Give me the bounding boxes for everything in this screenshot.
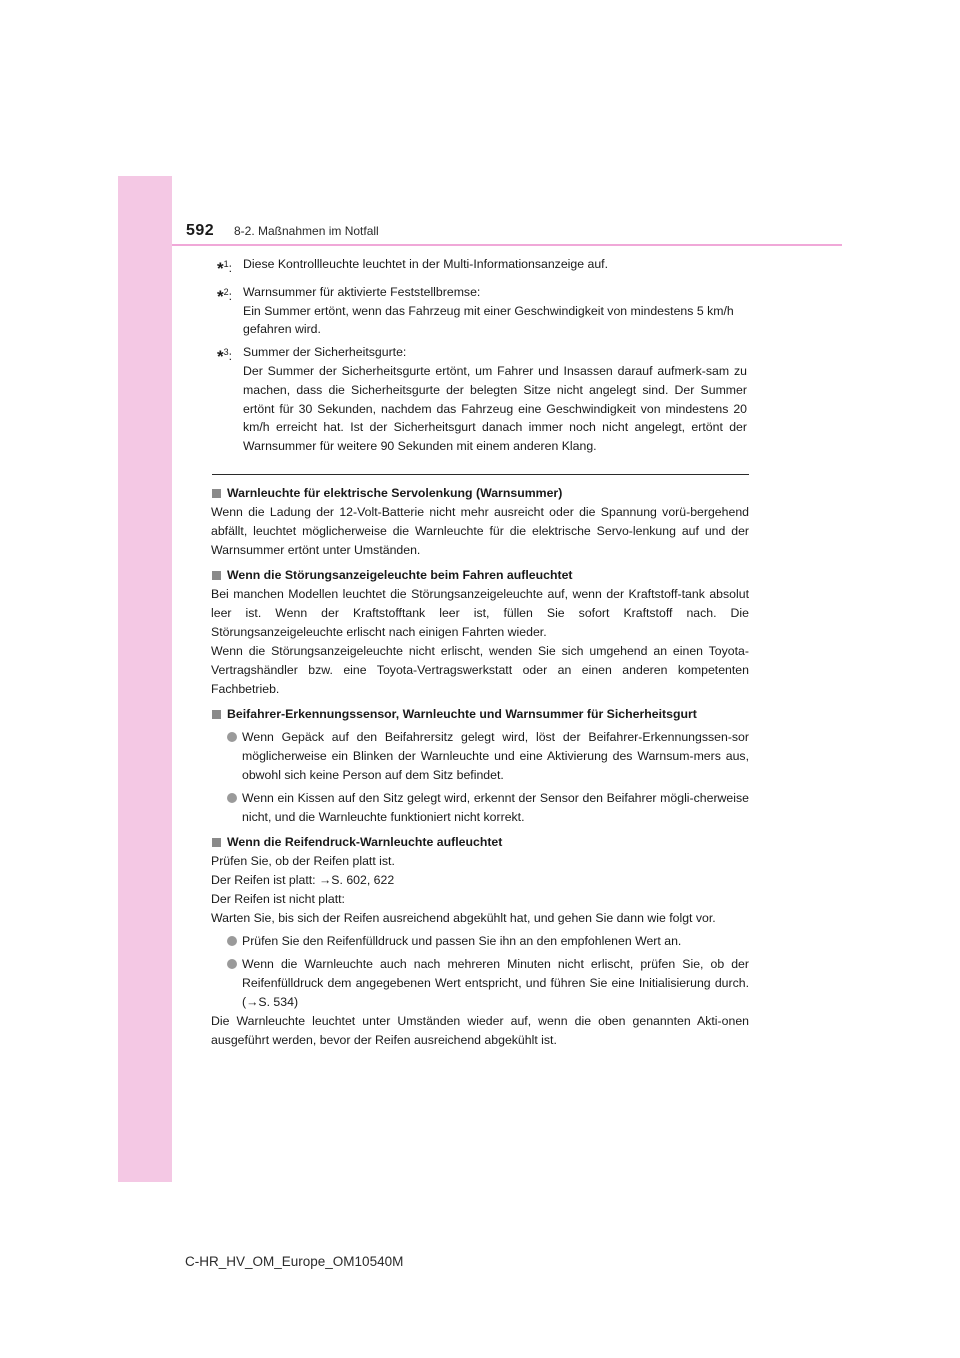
chapter-sidebar-tab <box>118 176 172 1182</box>
section-heading-tire-pressure: Wenn die Reifendruck-Warnleuchte aufleuchtet <box>211 833 749 852</box>
section-heading-malfunction: Wenn die Störungsanzeigeleuchte beim Fahren aufleuchtet <box>211 566 749 585</box>
round-bullet-icon <box>227 936 237 946</box>
paragraph: Prüfen Sie, ob der Reifen platt ist. <box>211 854 395 868</box>
footnote-number: 3 <box>223 347 229 358</box>
paragraph: Die Warnleuchte leuchtet unter Umständen wieder auf, wenn die oben genannten Akti-onen ausgeführt werden, bevor der Reifen ausreichend abgekühlt ist. <box>211 1014 749 1047</box>
footnote-star: * <box>217 259 224 278</box>
section-title: 8-2. Maßnahmen im Notfall <box>234 224 379 238</box>
round-bullet-icon <box>227 732 237 742</box>
section-divider <box>212 474 749 475</box>
square-bullet-icon <box>212 710 221 719</box>
footnote-title: Warnsummer für aktivierte Feststellbremse: <box>243 284 481 299</box>
square-bullet-icon <box>212 489 221 498</box>
square-bullet-icon <box>212 838 221 847</box>
footnote-title: Summer der Sicherheitsgurte: <box>243 345 407 360</box>
footnote-star: * <box>217 286 224 306</box>
round-bullet-icon <box>227 793 237 803</box>
list-item: Wenn Gepäck auf den Beifahrersitz gelegt wird, löst der Beifahrer-Erkennungssen-sor möglicherweise ein Blinken der Warnleuchte und eine Aktivierung des Warnsum-mers aus, obwohl sich keine Person auf dem Sitz befindet. <box>227 728 749 785</box>
footnote-number: 2 <box>223 286 229 297</box>
square-bullet-icon <box>212 571 221 580</box>
footnotes <box>217 255 747 460</box>
list-item: Wenn ein Kissen auf den Sitz gelegt wird, erkennt der Sensor den Beifahrer mögli-cherweise nicht, und die Warnleuchte funktioniert nicht korrekt. <box>227 789 749 827</box>
footnote-1: *$^1$: Diese Kontrollleuchte leuchtet in der Multi-Informationsanzeige auf. <box>217 255 747 279</box>
footnote-2: *$^2$: Warnsummer für aktivierte Feststellbremse: Ein Summer ertönt, wenn das Fahrzeug mit einer Geschwindigkeit von mindestens 5 km/h gefahren wird. <box>217 283 747 339</box>
page-number: 592 <box>186 222 215 239</box>
paragraph: Der Reifen ist platt: →S. 602, 622 <box>211 873 395 887</box>
footnote-text: Ein Summer ertönt, wenn das Fahrzeug mit einer Geschwindigkeit von mindestens 5 km/h gefahren wird. <box>243 303 734 337</box>
paragraph: Der Reifen ist nicht platt: <box>211 892 345 906</box>
footnote-text: Diese Kontrollleuchte leuchtet in der Multi-Informationsanzeige auf. <box>243 257 609 271</box>
paragraph: Bei manchen Modellen leuchtet die Störungsanzeigeleuchte auf, wenn der Kraftstoff-tank absolut leer ist. Wenn der Kraftstofftank leer ist, füllen Sie sofort Kraftstoff nach. Die Störungsanzeigeleuchte erlischt nach einigen Fahrten wieder. <box>211 587 749 639</box>
footnote-number: 1 <box>223 259 229 269</box>
footnote-text: Der Summer der Sicherheitsgurte ertönt, um Fahrer und Insassen darauf aufmerk-sam zu machen, dass die Sicherheitsgurte der belegten Sitze nicht angelegt sind. Der Summer ertönt für 30 Sekunden, nachdem das Fahrzeug eine Geschwindigkeit von mindestens 20 km/h erreicht hat. Ist der Sicherheitsgurt danach immer noch nicht angelegt, ertönt der Warnsummer für weitere 90 Sekunden mit einem anderen Klang. <box>243 363 747 454</box>
header-rule <box>172 244 842 246</box>
round-bullet-icon <box>227 959 237 969</box>
footnote-star: * <box>217 347 224 367</box>
section-heading-eps: Warnleuchte für elektrische Servolenkung (Warnsummer) <box>211 484 749 503</box>
list-item: Prüfen Sie den Reifenfülldruck und passen Sie ihn an den empfohlenen Wert an. <box>227 932 749 951</box>
paragraph: Wenn die Ladung der 12-Volt-Batterie nicht mehr ausreicht oder die Spannung vorü-bergehend abfällt, leuchtet möglicherweise die Warnleuchte für die elektrische Servo-lenkung auf und der Warnsummer ertönt unter Umständen. <box>211 505 749 557</box>
paragraph: Warten Sie, bis sich der Reifen ausreichend abgekühlt hat, und gehen Sie dann wie folgt vor. <box>211 911 716 925</box>
paragraph: Wenn die Störungsanzeigeleuchte nicht erlischt, wenden Sie sich umgehend an einen Toyota-Vertragshändler bzw. eine Toyota-Vertragswerkstatt oder an einen anderen kompetenten Fachbetrieb. <box>211 644 749 696</box>
list-item: Wenn die Warnleuchte auch nach mehreren Minuten nicht erlischt, prüfen Sie, ob der Reifenfülldruck dem angegebenen Wert entspricht, und führen Sie eine Initialisierung durch. (→S. 534) <box>227 955 749 1012</box>
footnote-3: *$^3$: Summer der Sicherheitsgurte: Der Summer der Sicherheitsgurte ertönt, um Fahrer und Insassen darauf aufmerk-sam zu machen, dass die Sicherheitsgurte der belegten Sitze nicht angelegt sind. Der Summer ertönt für 30 Sekunden, nachdem das Fahrzeug eine Geschwindigkeit von mindestens 20 km/h erreicht hat. Ist der Sicherheitsgurt danach immer noch nicht angelegt, ertönt der Warnsummer für weitere 90 Sekunden mit einem anderen Klang. <box>217 343 747 456</box>
main-content <box>211 484 749 1050</box>
document-id-footer: C-HR_HV_OM_Europe_OM10540M <box>185 1254 404 1269</box>
section-heading-passenger-sensor: Beifahrer-Erkennungssensor, Warnleuchte und Warnsummer für Sicherheitsgurt <box>211 705 749 724</box>
